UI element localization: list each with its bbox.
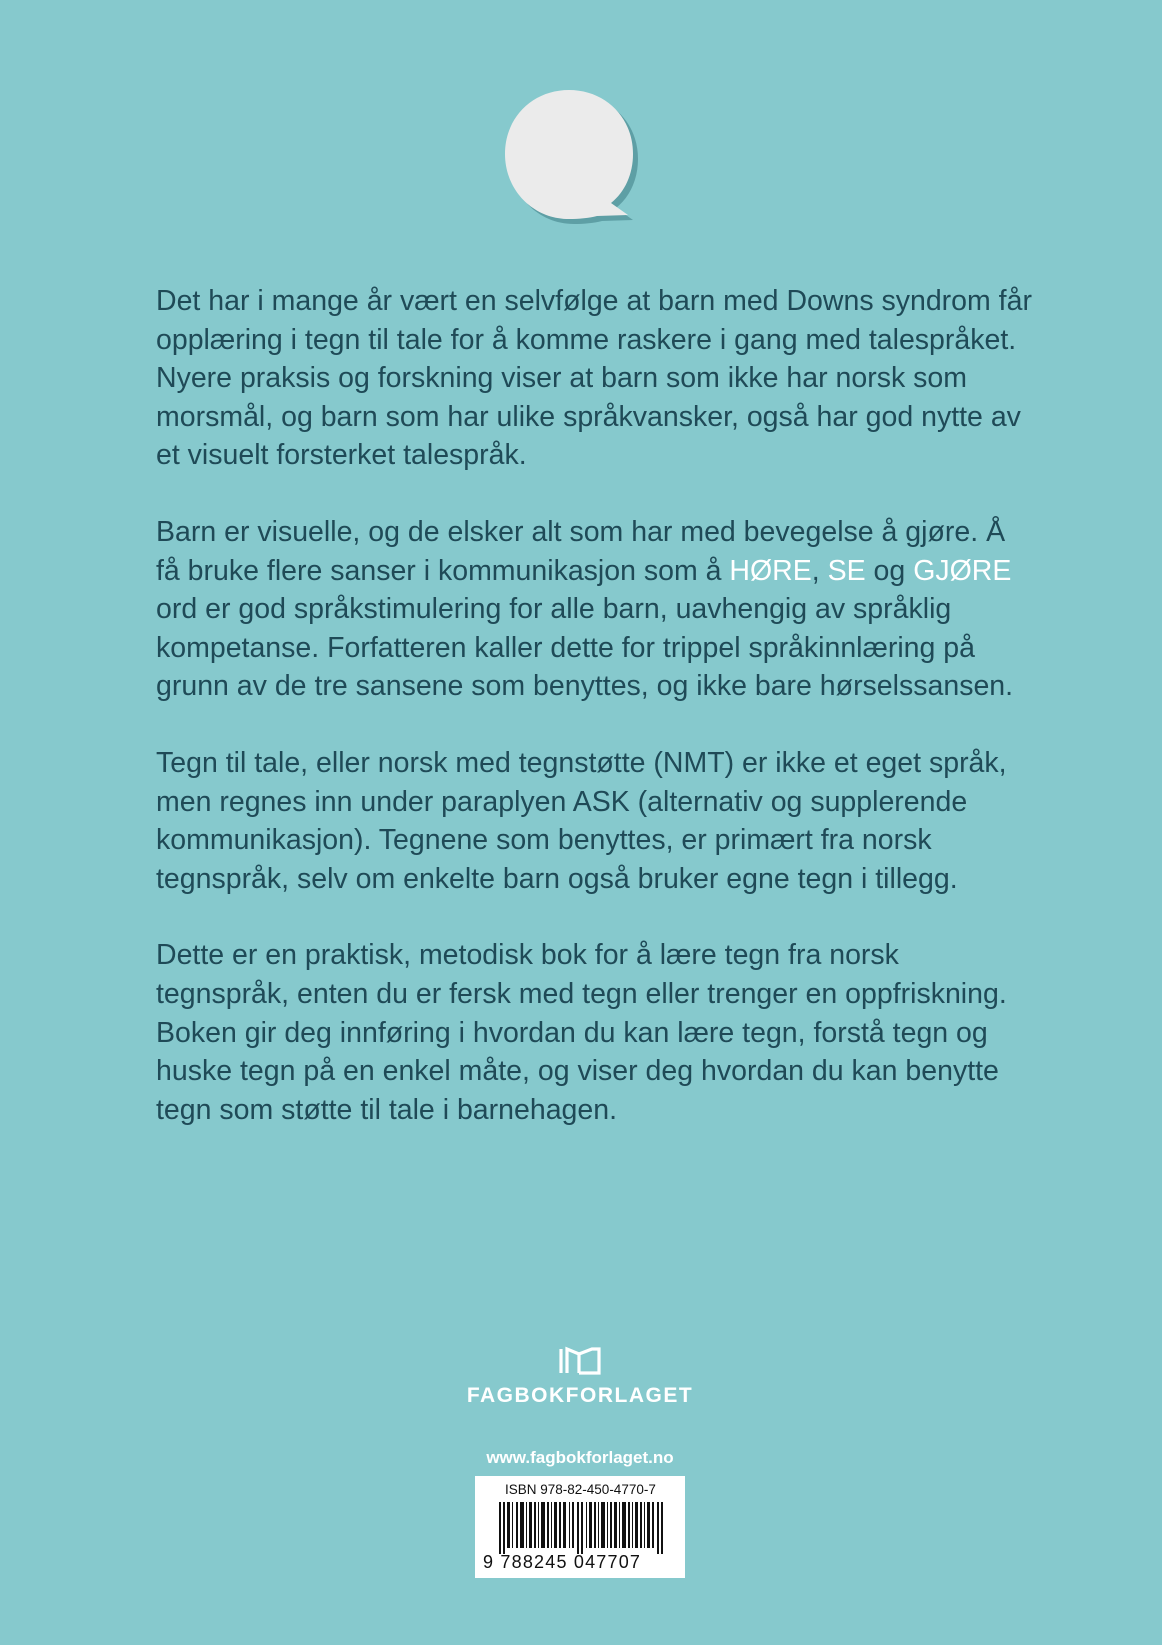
paragraph-3: Tegn til tale, eller norsk med tegnstøtte (NMT) er ikke et eget språk, men regnes inn under paraplyen ASK (alternativ og supplerende kommunikasjon). Tegnene som benyttes, er primært fra norsk tegnspråk, selv om enkelte barn også bruker egne tegn i tillegg. xyxy=(156,746,1007,895)
back-cover-text xyxy=(156,282,1036,1167)
publisher-name: FAGBOKFORLAGET xyxy=(466,1384,694,1407)
publisher-logo xyxy=(460,1346,700,1408)
barcode-icon xyxy=(489,1502,673,1554)
isbn-label: ISBN 978-82-450-4770-7 xyxy=(505,1482,656,1497)
paragraph-2-start: Barn er visuelle, og de elsker alt som har med bevegelse å gjøre. Å få bruke flere sanser i kommunikasjon som å xyxy=(156,515,1006,587)
paragraph-2 xyxy=(156,513,1036,706)
paragraph-1: Det har i mange år vært en selvfølge at barn med Downs syndrom får opplæring i tegn til tale for å komme raskere i gang med talespråket. Nyere praksis og forskning viser at barn som ikke har norsk som morsmål, og barn som har ulike språkvansker, også har god nytte av et visuelt forsterket talespråk. xyxy=(156,285,1032,472)
highlight-gjore: GJØRE xyxy=(913,554,1012,587)
paragraph-2-end: ord er god språkstimulering for alle barn, uavhengig av språklig kompetanse. Forfatteren kaller dette for trippel språkinnlæring på grunn av de tre sansene som benyttes, og ikke bare hørselssansen. xyxy=(156,593,1014,703)
separator-1: , xyxy=(811,554,828,587)
paragraph-4: Dette er en praktisk, metodisk bok for å lære tegn fra norsk tegnspråk, enten du er fersk med tegn eller trenger en oppfriskning. Boken gir deg innføring i hvordan du kan lære tegn, forstå tegn og huske tegn på en enkel måte, og viser deg hvordan du kan benytte tegn som støtte til tale i barnehagen. xyxy=(156,939,1007,1126)
highlight-hore: HØRE xyxy=(729,554,812,587)
barcode-digits: 9 788245 047707 xyxy=(483,1552,642,1572)
separator-2: og xyxy=(865,554,914,587)
open-book-logo-icon xyxy=(558,1346,602,1376)
barcode-block xyxy=(475,1476,685,1578)
publisher-url: www.fagbokforlaget.no xyxy=(486,1448,674,1467)
highlight-se: SE xyxy=(827,554,866,587)
speech-bubble-icon xyxy=(505,88,655,238)
